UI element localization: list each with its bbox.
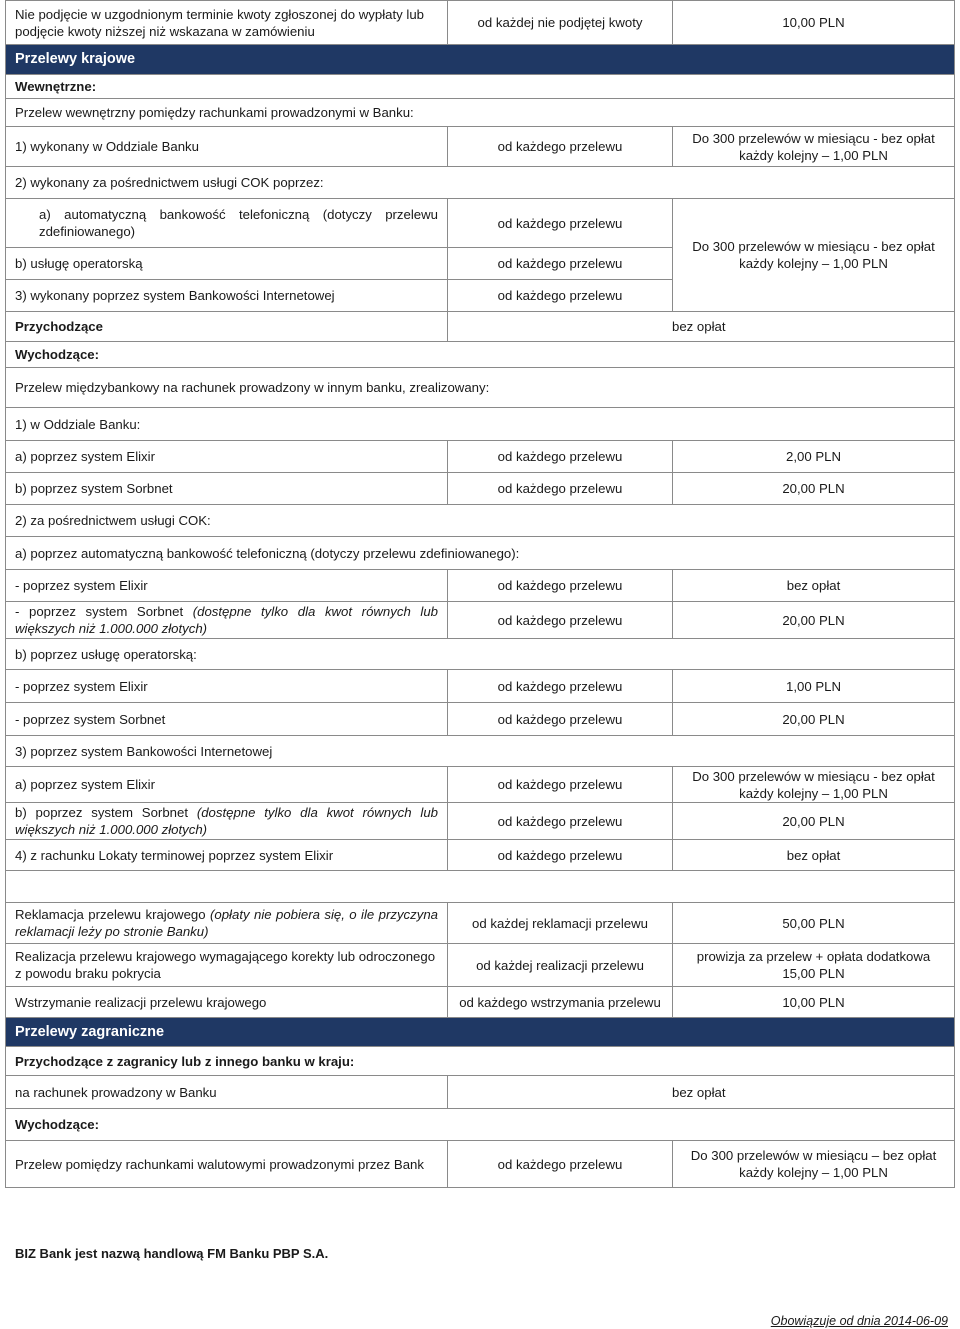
table-row — [6, 1141, 955, 1188]
row-description: a) poprzez system Elixir — [6, 441, 448, 473]
table-row — [6, 602, 955, 639]
row-basis: od każdego wstrzymania przelewu — [448, 987, 673, 1018]
row-fee: prowizja za przelew + opłata dodatkowa 15,00 PLN — [673, 944, 955, 987]
row-basis: od każdego przelewu — [448, 670, 673, 703]
table-row — [6, 803, 955, 840]
table-row — [6, 767, 955, 803]
table-row — [6, 537, 955, 570]
table-row — [6, 408, 955, 441]
row-description: a) poprzez system Elixir — [6, 767, 448, 803]
row-basis: od każdego przelewu — [448, 602, 673, 639]
row-fee: 2,00 PLN — [673, 441, 955, 473]
row-description: Wstrzymanie realizacji przelewu krajowego — [6, 987, 448, 1018]
row-fee: 20,00 PLN — [673, 803, 955, 840]
footer-brand: BIZ Bank jest nazwą handlową FM Banku PBP S.A. — [15, 1246, 329, 1261]
row-basis: od każdego przelewu — [448, 803, 673, 840]
table-row — [6, 441, 955, 473]
table-row — [6, 368, 955, 408]
table-row — [6, 987, 955, 1018]
row-description: b) poprzez usługę operatorską: — [6, 639, 955, 670]
table-row — [6, 342, 955, 368]
row-description: a) poprzez automatyczną bankowość telefoniczną (dotyczy przelewu zdefiniowanego): — [6, 537, 955, 570]
section-header-foreign: Przelewy zagraniczne — [6, 1018, 955, 1047]
row-fee: 20,00 PLN — [673, 602, 955, 639]
table-row — [6, 1, 955, 45]
subsection-title: Wychodzące: — [6, 342, 955, 368]
row-description: 3) poprzez system Bankowości Internetowej — [6, 736, 955, 767]
row-basis: od każdego przelewu — [448, 441, 673, 473]
row-description: b) poprzez system Sorbnet (dostępne tylko dla kwot równych lub większych niż 1.000.000 złotych) — [6, 803, 448, 840]
row-description: Przelew międzybankowy na rachunek prowadzony w innym banku, zrealizowany: — [6, 368, 955, 408]
row-description: b) poprzez system Sorbnet — [6, 473, 448, 505]
row-fee: 20,00 PLN — [673, 473, 955, 505]
table-row — [6, 167, 955, 199]
table-row — [6, 473, 955, 505]
row-description: - poprzez system Sorbnet (dostępne tylko dla kwot równych lub większych niż 1.000.000 złotych) — [6, 602, 448, 639]
table-row — [6, 312, 955, 342]
row-basis: od każdego przelewu — [448, 1141, 673, 1188]
row-fee: bez opłat — [448, 1076, 955, 1109]
row-fee: bez opłat — [673, 570, 955, 602]
row-basis: od każdego przelewu — [448, 280, 673, 312]
row-description: Przelew pomiędzy rachunkami walutowymi prowadzonymi przez Bank — [6, 1141, 448, 1188]
row-description: Przychodzące — [6, 312, 448, 342]
table-row — [6, 99, 955, 127]
row-description: 4) z rachunku Lokaty terminowej poprzez system Elixir — [6, 840, 448, 871]
section-header-domestic: Przelewy krajowe — [6, 45, 955, 75]
row-basis: od każdego przelewu — [448, 248, 673, 280]
row-fee: 20,00 PLN — [673, 703, 955, 736]
table-row — [6, 570, 955, 602]
fee-table — [5, 0, 955, 1188]
table-row — [6, 75, 955, 99]
table-row — [6, 1047, 955, 1076]
fee-table-page — [5, 0, 954, 1188]
row-fee: 50,00 PLN — [673, 903, 955, 944]
row-description: 1) w Oddziale Banku: — [6, 408, 955, 441]
subsection-title: Przychodzące z zagranicy lub z innego banku w kraju: — [6, 1047, 955, 1076]
table-row — [6, 505, 955, 537]
row-fee: Do 300 przelewów w miesiącu - bez opłat każdy kolejny – 1,00 PLN — [673, 767, 955, 803]
row-basis: od każdego przelewu — [448, 199, 673, 248]
row-description: 3) wykonany poprzez system Bankowości Internetowej — [6, 280, 448, 312]
row-description: a) automatyczną bankowość telefoniczną (dotyczy przelewu zdefiniowanego) — [6, 199, 448, 248]
row-basis: od każdego przelewu — [448, 767, 673, 803]
row-basis: od każdego przelewu — [448, 127, 673, 167]
row-fee: Do 300 przelewów w miesiącu - bez opłat każdy kolejny – 1,00 PLN — [673, 199, 955, 312]
table-row — [6, 703, 955, 736]
row-basis: od każdej realizacji przelewu — [448, 944, 673, 987]
table-row — [6, 1109, 955, 1141]
row-description: Realizacja przelewu krajowego wymagającego korekty lub odroczonego z powodu braku pokrycia — [6, 944, 448, 987]
row-fee: bez opłat — [673, 840, 955, 871]
table-row — [6, 944, 955, 987]
row-description: 2) wykonany za pośrednictwem usługi COK poprzez: — [6, 167, 955, 199]
subsection-title: Wewnętrzne: — [6, 75, 955, 99]
row-description: - poprzez system Sorbnet — [6, 703, 448, 736]
row-basis: od każdego przelewu — [448, 473, 673, 505]
table-row — [6, 840, 955, 871]
row-description: b) usługę operatorską — [6, 248, 448, 280]
row-fee: Do 300 przelewów w miesiącu - bez opłat każdy kolejny – 1,00 PLN — [673, 127, 955, 167]
table-row — [6, 127, 955, 167]
row-description: Nie podjęcie w uzgodnionym terminie kwoty zgłoszonej do wypłaty lub podjęcie kwoty niższej niż wskazana w zamówieniu — [6, 1, 448, 45]
table-row — [6, 736, 955, 767]
row-description: Reklamacja przelewu krajowego (opłaty nie pobiera się, o ile przyczyna reklamacji leży po stronie Banku) — [6, 903, 448, 944]
row-basis: od każdego przelewu — [448, 840, 673, 871]
row-description: na rachunek prowadzony w Banku — [6, 1076, 448, 1109]
row-fee: 10,00 PLN — [673, 987, 955, 1018]
table-row — [6, 639, 955, 670]
row-description: - poprzez system Elixir — [6, 570, 448, 602]
row-description: Przelew wewnętrzny pomiędzy rachunkami prowadzonymi w Banku: — [6, 99, 955, 127]
table-row — [6, 199, 955, 248]
row-basis: od każdego przelewu — [448, 570, 673, 602]
row-basis: od każdej nie podjętej kwoty — [448, 1, 673, 45]
row-fee: Do 300 przelewów w miesiącu – bez opłat każdy kolejny – 1,00 PLN — [673, 1141, 955, 1188]
row-fee: bez opłat — [448, 312, 955, 342]
row-description: 2) za pośrednictwem usługi COK: — [6, 505, 955, 537]
table-row — [6, 670, 955, 703]
table-row — [6, 903, 955, 944]
row-basis: od każdego przelewu — [448, 703, 673, 736]
table-row — [6, 1076, 955, 1109]
row-fee: 1,00 PLN — [673, 670, 955, 703]
row-description: 1) wykonany w Oddziale Banku — [6, 127, 448, 167]
spacer-row — [6, 871, 955, 903]
row-fee: 10,00 PLN — [673, 1, 955, 45]
subsection-title: Wychodzące: — [6, 1109, 955, 1141]
footer-effective-date: Obowiązuje od dnia 2014-06-09 — [770, 1314, 948, 1328]
row-basis: od każdej reklamacji przelewu — [448, 903, 673, 944]
row-description: - poprzez system Elixir — [6, 670, 448, 703]
